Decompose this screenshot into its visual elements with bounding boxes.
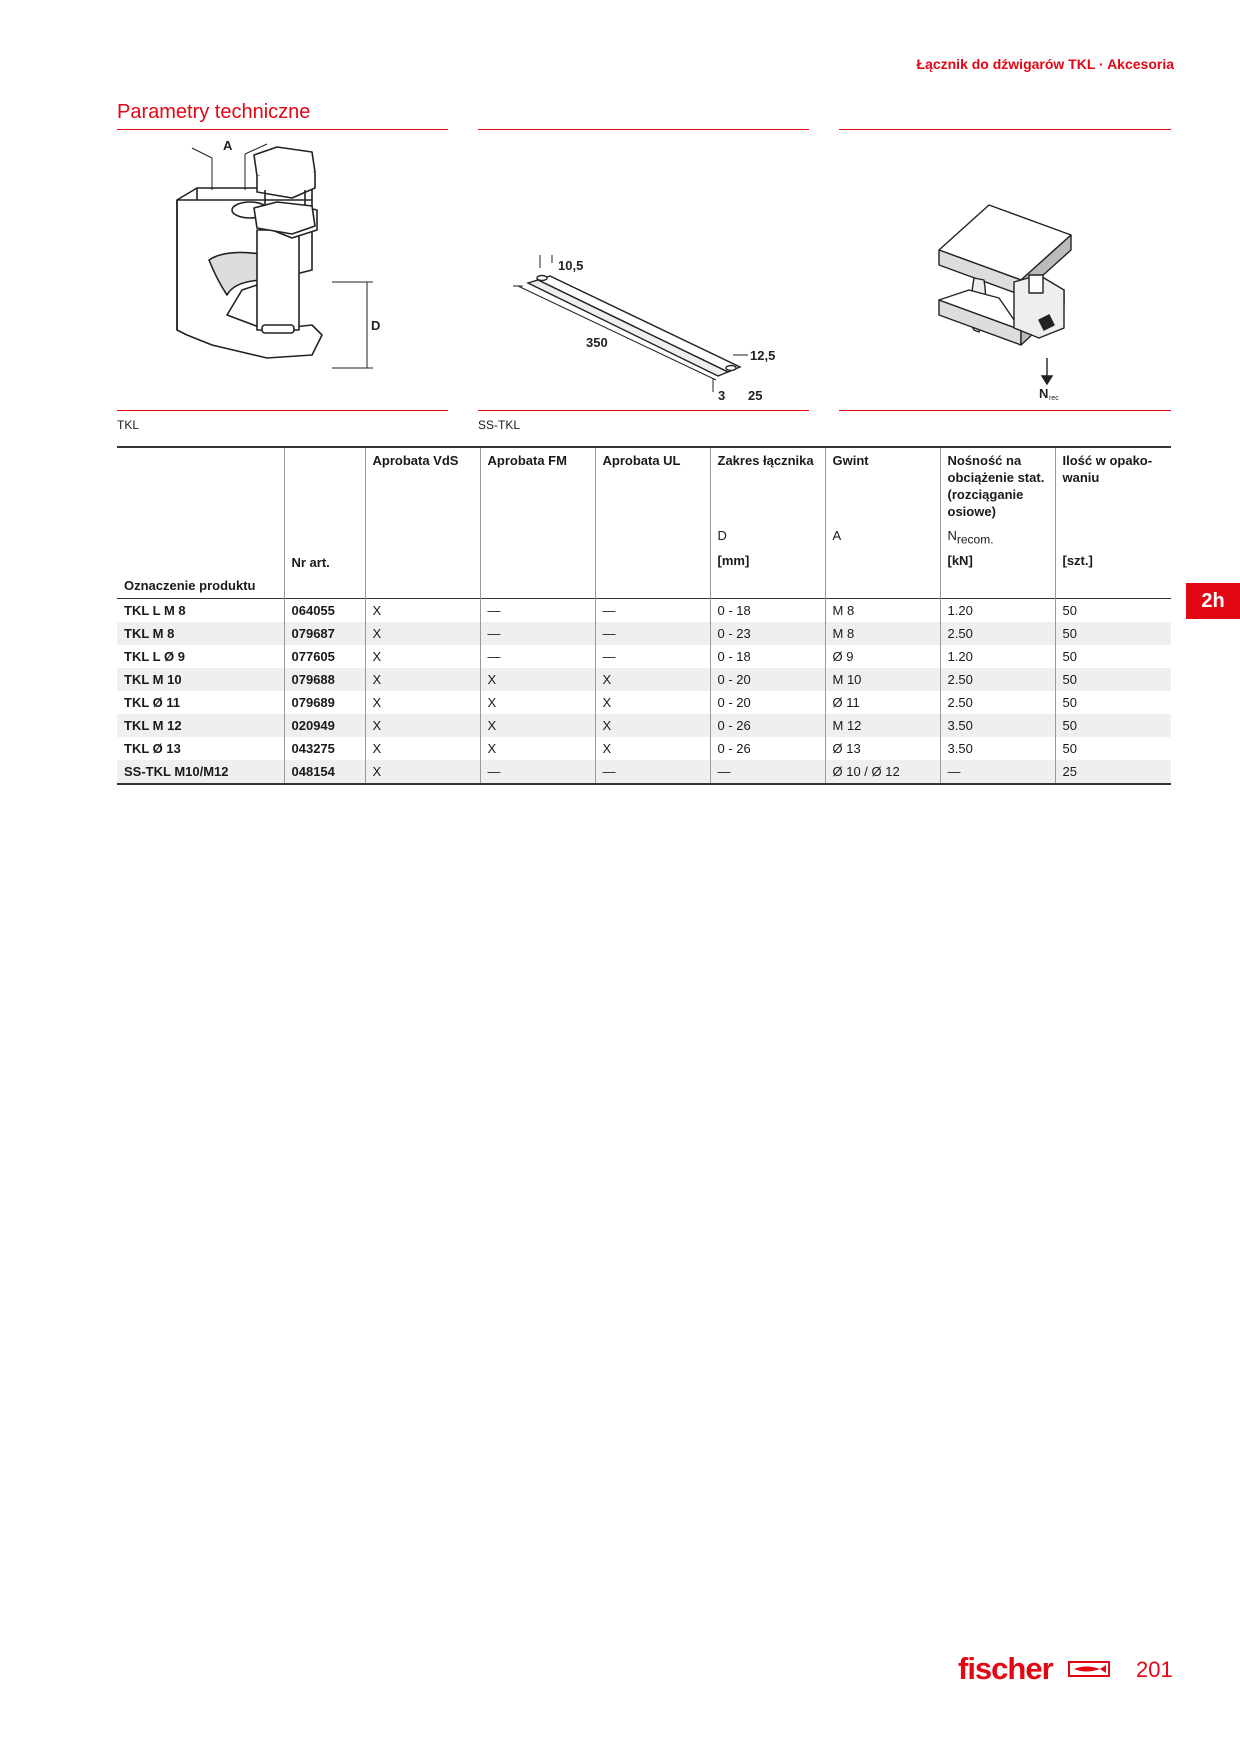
- fischer-fish-badge-icon: [1068, 1661, 1110, 1677]
- table-row: [117, 622, 1171, 645]
- table-row: [117, 691, 1171, 714]
- cell-art: 079687: [284, 622, 365, 645]
- col-product: Oznaczenie produktu: [124, 578, 256, 593]
- rule-bottom-1: [117, 410, 448, 411]
- cell-range: 0 - 23: [710, 622, 825, 645]
- cell-vds: X: [365, 599, 480, 623]
- cell-product: TKL M 8: [124, 626, 175, 641]
- cell-ul: X: [595, 714, 710, 737]
- table-row: [117, 645, 1171, 668]
- cell-thread: Ø 11: [825, 691, 940, 714]
- cell-thread: Ø 9: [825, 645, 940, 668]
- header-title: Łącznik do dźwigarów TKL · Akcesoria: [916, 56, 1174, 72]
- cell-ul: X: [595, 668, 710, 691]
- col-art: Nr art.: [284, 447, 365, 599]
- cell-range: 0 - 26: [710, 714, 825, 737]
- cell-ul: —: [595, 622, 710, 645]
- cell-fm: X: [480, 714, 595, 737]
- sstkl-dim-4: 3: [718, 388, 726, 403]
- page-number: 201: [1136, 1657, 1173, 1682]
- cell-load: —: [940, 760, 1055, 784]
- section-title: Parametry techniczne: [117, 101, 311, 123]
- cell-range: 0 - 26: [710, 737, 825, 760]
- cell-range: 0 - 18: [710, 645, 825, 668]
- cell-art: 064055: [284, 599, 365, 623]
- col-range: Zakres łącznika D [mm]: [710, 447, 825, 599]
- table-header-row: [117, 447, 1171, 599]
- table-row: [117, 760, 1171, 784]
- fischer-logo: fischer: [958, 1651, 1053, 1686]
- cell-qty: 25: [1055, 760, 1171, 784]
- cell-product: TKL L Ø 9: [124, 649, 185, 664]
- tkl-clamp-drawing: [117, 130, 448, 405]
- cell-qty: 50: [1055, 714, 1171, 737]
- cell-qty: 50: [1055, 599, 1171, 623]
- col-vds: Aprobata VdS: [365, 447, 480, 599]
- tkl-figure: [117, 130, 448, 405]
- cell-qty: 50: [1055, 622, 1171, 645]
- cell-fm: X: [480, 691, 595, 714]
- cell-fm: —: [480, 599, 595, 623]
- col-thread: Gwint A: [825, 447, 940, 599]
- rule-bottom-3: [839, 410, 1171, 411]
- cell-qty: 50: [1055, 737, 1171, 760]
- cell-range: —: [710, 760, 825, 784]
- cell-load: 1.20: [940, 599, 1055, 623]
- cell-qty: 50: [1055, 691, 1171, 714]
- cell-vds: X: [365, 760, 480, 784]
- cell-art: 020949: [284, 714, 365, 737]
- sstkl-dim-3: 12,5: [750, 348, 776, 363]
- cell-fm: —: [480, 645, 595, 668]
- cell-thread: M 8: [825, 599, 940, 623]
- cell-thread: Ø 10 / Ø 12: [825, 760, 940, 784]
- cell-thread: M 10: [825, 668, 940, 691]
- cell-art: 043275: [284, 737, 365, 760]
- cell-product: TKL Ø 13: [124, 741, 181, 756]
- tkl-label-a: A: [223, 138, 233, 153]
- cell-vds: X: [365, 645, 480, 668]
- rule-bottom-2: [478, 410, 809, 411]
- sstkl-dim-5: 25: [748, 388, 763, 403]
- cell-load: 3.50: [940, 737, 1055, 760]
- cell-product: TKL L M 8: [124, 603, 186, 618]
- cell-range: 0 - 20: [710, 668, 825, 691]
- cell-range: 0 - 18: [710, 599, 825, 623]
- cell-thread: M 12: [825, 714, 940, 737]
- table-row: [117, 714, 1171, 737]
- cell-vds: X: [365, 691, 480, 714]
- cell-vds: X: [365, 668, 480, 691]
- sstkl-dim-2: 350: [586, 335, 608, 350]
- cell-qty: 50: [1055, 645, 1171, 668]
- spec-table: [117, 446, 1171, 785]
- table-row: [117, 668, 1171, 691]
- cell-vds: X: [365, 622, 480, 645]
- col-qty: Ilość w opako- waniu [szt.]: [1055, 447, 1171, 599]
- col-load: Nośność na obciążenie stat. (rozciąganie osiowe) $N_{recom.}$ [kN]: [940, 447, 1055, 599]
- cell-product: TKL M 12: [124, 718, 182, 733]
- mount-label-n-sub: rec: [1049, 395, 1059, 402]
- caption-sstkl: SS-TKL: [478, 418, 521, 432]
- cell-ul: —: [595, 599, 710, 623]
- cell-qty: 50: [1055, 668, 1171, 691]
- cell-product: TKL Ø 11: [124, 695, 181, 710]
- cell-product: SS-TKL M10/M12: [124, 764, 229, 779]
- cell-art: 079688: [284, 668, 365, 691]
- sstkl-figure: [478, 130, 809, 405]
- caption-tkl: TKL: [117, 418, 140, 432]
- side-tab: 2h: [1186, 583, 1240, 619]
- beam-mount-drawing: [839, 130, 1171, 405]
- cell-ul: X: [595, 737, 710, 760]
- cell-fm: —: [480, 622, 595, 645]
- table-row: [117, 737, 1171, 760]
- cell-product: TKL M 10: [124, 672, 182, 687]
- col-ul: Aprobata UL: [595, 447, 710, 599]
- cell-art: 077605: [284, 645, 365, 668]
- cell-fm: X: [480, 737, 595, 760]
- cell-load: 2.50: [940, 668, 1055, 691]
- cell-range: 0 - 20: [710, 691, 825, 714]
- cell-thread: M 8: [825, 622, 940, 645]
- tkl-label-d: D: [371, 318, 381, 333]
- cell-load: 2.50: [940, 622, 1055, 645]
- cell-load: 1.20: [940, 645, 1055, 668]
- mount-figure: [839, 130, 1171, 405]
- cell-art: 048154: [284, 760, 365, 784]
- mount-label-n: N: [1039, 386, 1049, 401]
- cell-load: 2.50: [940, 691, 1055, 714]
- cell-ul: X: [595, 691, 710, 714]
- cell-load: 3.50: [940, 714, 1055, 737]
- cell-thread: Ø 13: [825, 737, 940, 760]
- cell-ul: —: [595, 645, 710, 668]
- col-fm: Aprobata FM: [480, 447, 595, 599]
- sstkl-strap-drawing: [478, 130, 809, 405]
- cell-vds: X: [365, 737, 480, 760]
- cell-vds: X: [365, 714, 480, 737]
- cell-fm: —: [480, 760, 595, 784]
- sstkl-dim-1: 10,5: [558, 258, 584, 273]
- cell-fm: X: [480, 668, 595, 691]
- cell-ul: —: [595, 760, 710, 784]
- cell-art: 079689: [284, 691, 365, 714]
- table-row: [117, 599, 1171, 623]
